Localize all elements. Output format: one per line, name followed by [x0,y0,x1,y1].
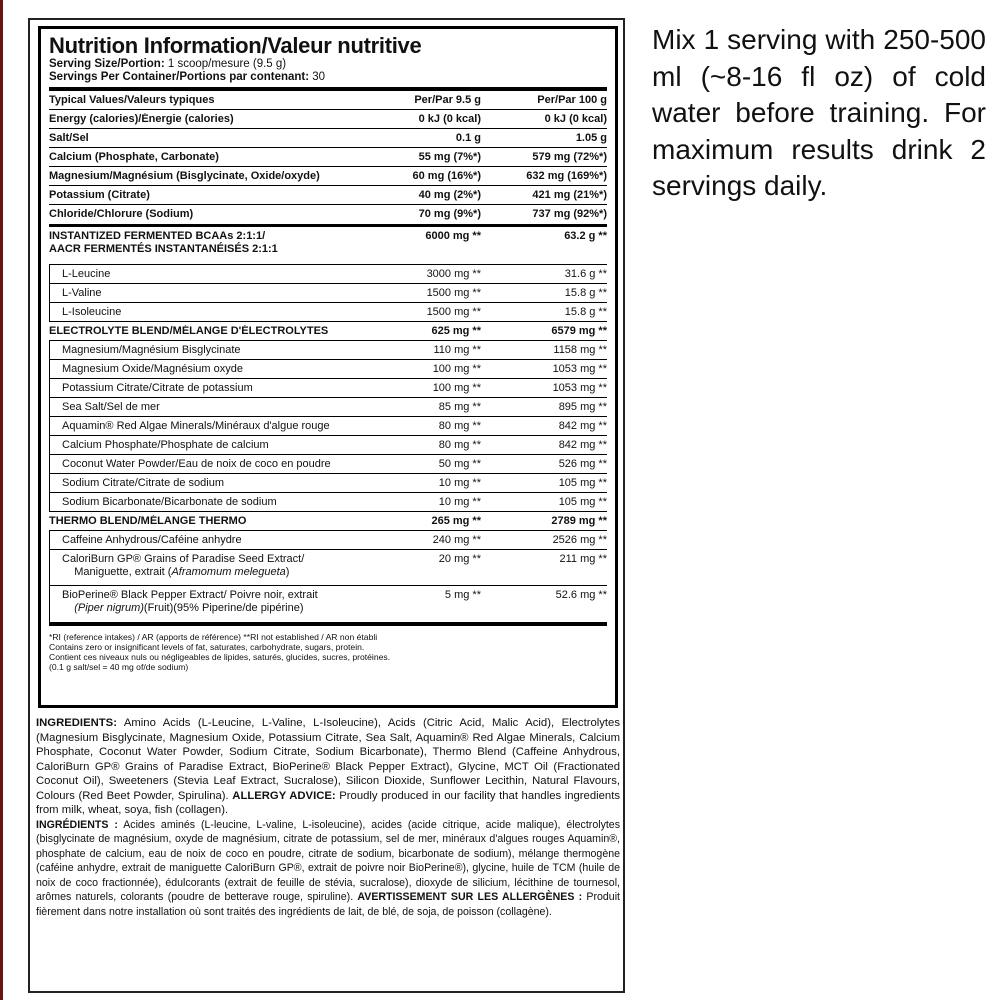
header-col2: Per/Par 100 g [537,94,607,106]
row-v2: 526 mg ** [558,458,607,470]
row-v2: 1158 mg ** [553,344,607,356]
row-v2: 0 kJ (0 kcal) [544,113,607,125]
allergy-fr-label: AVERTISSEMENT SUR LES ALLERGÈNES : [357,891,583,903]
row-v1: 60 mg (16%*) [412,170,481,182]
electrolyte-name: ELECTROLYTE BLEND/MÉLANGE D'ÉLECTROLYTES [49,325,329,337]
row-v1: 1500 mg ** [426,287,481,299]
row-name: Sodium Citrate/Citrate de sodium [62,477,225,489]
row-name: Potassium (Citrate) [49,189,150,201]
directions-text: Mix 1 serving with 250-500 ml (~8-16 fl oz) of cold water before training. For maximum results drink 2 servings daily. [652,24,986,201]
row-name: Caffeine Anhydrous/Caféine anhydre [62,534,242,546]
row-v2: 105 mg ** [558,496,607,508]
row-v2: 52.6 mg ** [555,589,607,601]
row-name: Calcium Phosphate/Phosphate de calcium [62,439,269,451]
row-v1: 80 mg ** [438,439,481,451]
row-v1: 85 mg ** [438,401,481,413]
serving-size [49,58,607,71]
row-v2: 1.05 g [575,132,607,144]
table-header [49,91,607,110]
row-v2: 632 mg (169%*) [526,170,607,182]
row-name: Salt/Sel [49,132,89,144]
table-row [49,148,607,167]
row-name: Calcium (Phosphate, Carbonate) [49,151,219,163]
row-name: L-Valine [62,287,102,299]
row-name: Magnesium/Magnésium (Bisglycinate, Oxide/oxyde) [49,170,320,182]
row-v2: 105 mg ** [558,477,607,489]
bcaa-row [49,227,607,265]
caloriburn-line1: CaloriBurn GP® Grains of Paradise Seed Extract/ [62,553,305,565]
left-edge-stripe [0,0,3,1000]
bcaa-v1: 6000 mg ** [425,230,481,242]
footnote: Contains zero or insignificant levels of fat, saturates, carbohydrate, sugars, protein. [49,642,365,652]
electrolyte-items [49,341,607,512]
row-name: Chloride/Chlorure (Sodium) [49,208,194,220]
row-v1: 40 mg (2%*) [418,189,481,201]
table-row [50,550,607,586]
table-row [49,186,607,205]
row-v1: 100 mg ** [432,363,481,375]
row-v2: 211 mg ** [559,553,607,565]
electrolyte-v1: 625 mg ** [431,325,481,337]
electrolyte-row [49,322,607,341]
servings-per-container [49,71,607,84]
basics-rows [49,110,607,224]
row-v2: 842 mg ** [558,420,607,432]
thermo-v2: 2789 mg ** [551,515,607,527]
caloriburn-end: ) [285,566,290,578]
bioperine-line2: (Fruit)(95% Piperine/de pipérine) [143,602,304,614]
thermo-v1: 265 mg ** [431,515,481,527]
row-v2: 737 mg (92%*) [532,208,607,220]
thermo-items [49,531,607,622]
row-v2: 1053 mg ** [552,363,607,375]
row-v1: 240 mg ** [432,534,481,546]
bcaa-items [49,265,607,322]
bcaa-name [49,230,371,256]
footnote: Contient ces niveaux nuls ou négligeables de lipides, saturés, glucides, sucres, protéines. [49,652,391,662]
ingredients-en-text: Amino Acids (L-Leucine, L-Valine, L-Isoleucine), Acids (Citric Acid, Malic Acid), Electrolytes (Magnesium Bisglycinate, Magnesium Oxide, Potassium Citrate, Sea Salt, Aquamin® Red Algae Minerals, Calcium Phosphate, Coconut Water Powder, Sodium Citrate, Sodium Bicarbonate), Thermo Blend (Caffeine Anhydrous, CaloriBurn GP® Grains of Paradise Extract, BioPerine® Black Pepper Extract), Glycine, MCT Oil (Fractionated Coconut Oil), Sweeteners (Stevia Leaf Extract, Sucralose), Silicon Dioxide, Sunflower Lecithin, Natural Flavours, Colours (Red Beet Powder, Spirulina). [36,717,620,802]
row-v2: 421 mg (21%*) [532,189,607,201]
table-row [49,167,607,186]
allergy-fr-text: Produit fièrement dans notre installation où sont traités des ingrédients de lait, de blé, de soja, de poisson (collagène). [36,891,620,918]
row-v2: 15.8 g ** [564,306,607,318]
row-name: Coconut Water Powder/Eau de noix de coco en poudre [62,458,331,470]
table-row [50,586,607,622]
row-v2: 31.6 g ** [564,268,607,280]
table-row [49,205,607,224]
footnotes [49,626,607,672]
caloriburn-line2: Maniguette, extrait ( [74,566,172,578]
serving-size-label: Serving Size/Portion: [49,58,165,70]
panel-title: Nutrition Information/Valeur nutritive [49,33,422,58]
ingredients-fr-label: INGRÉDIENTS : [36,818,118,831]
caloriburn-latin: Aframomum melegueta [171,566,286,578]
row-name: Potassium Citrate/Citrate de potassium [62,382,253,394]
servings-value: 30 [312,71,326,83]
electrolyte-v2: 6579 mg ** [551,325,607,337]
serving-size-value: 1 scoop/mesure (9.5 g) [167,58,287,70]
table-row [50,284,607,303]
row-v1: 100 mg ** [432,382,481,394]
row-name: Aquamin® Red Algae Minerals/Minéraux d'algue rouge [62,420,330,432]
row-name: Sea Salt/Sel de mer [62,401,160,413]
table-row [50,493,607,512]
row-v1: 0.1 g [455,132,481,144]
servings-label: Servings Per Container/Portions par contenant: [49,71,310,83]
bioperine-latin: (Piper nigrum) [74,602,144,614]
table-row [50,417,607,436]
row-v1: 110 mg ** [433,344,481,356]
table-row [50,303,607,322]
row-name: Magnesium Oxide/Magnésium oxyde [62,363,243,375]
header-name: Typical Values/Valeurs typiques [49,94,215,106]
row-v1: 10 mg ** [438,496,481,508]
row-v2: 15.8 g ** [564,287,607,299]
table-row [50,398,607,417]
ingredients-block [36,716,620,919]
row-name: L-Leucine [62,268,111,280]
ingredients-fr-text: Acides aminés (L-leucine, L-valine, L-isoleucine), acides (acide citrique, acide malique), électrolytes (bisglycinate de magnésium, oxyde de magnésium, citrate de potassium, sel de mer, minéraux d'algues rouges Aquamin®, phosphate de calcium, eau de noix de coco en poudre, citrate de sodium, bicarbonate de sodium), mélange thermogène (caféine anhydre, extrait de maniguette CaloriBurn GP®, extrait de poivre noir BioPerine®), glycine, huile de TCM (huile de noix de coco fractionnée), édulcorants (extrait de feuille de stévia, sucralose), dioxyde de silicium, lécithine de tournesol, arômes naturels, colorants (poudre de betterave rouge, spiruline). [36,818,620,903]
row-name [50,589,371,615]
row-v1: 50 mg ** [438,458,481,470]
nutrition-panel [38,26,618,708]
row-v1: 55 mg (7%*) [418,151,481,163]
row-v1: 3000 mg ** [426,268,481,280]
bcaa-name-line1: INSTANTIZED FERMENTED BCAAs 2:1:1/ [49,230,266,242]
footnote: *RI (reference intakes) / AR (apports de référence) **RI not established / AR non établi [49,632,378,642]
footnote: (0.1 g salt/sel = 40 mg of/de sodium) [49,662,189,672]
table-row [50,436,607,455]
ingredients-en-label: INGREDIENTS: [36,717,117,729]
row-v1: 10 mg ** [438,477,481,489]
row-v1: 20 mg ** [438,553,481,565]
bcaa-name-line2: AACR FERMENTÉS INSTANTANÉISÉS 2:1:1 [49,243,278,255]
row-v1: 70 mg (9%*) [418,208,481,220]
row-name: Magnesium/Magnésium Bisglycinate [62,344,241,356]
thermo-name: THERMO BLEND/MÉLANGE THERMO [49,515,247,527]
ingredients-fr [36,818,620,920]
row-v2: 579 mg (72%*) [532,151,607,163]
table-row [50,531,607,550]
row-v1: 80 mg ** [438,420,481,432]
table-row [50,455,607,474]
row-v1: 5 mg ** [444,589,481,601]
table-row [49,129,607,148]
row-v2: 895 mg ** [558,401,607,413]
header-col1: Per/Par 9.5 g [414,94,481,106]
table-row [49,110,607,129]
bcaa-v2: 63.2 g ** [564,230,607,242]
table-row [50,341,607,360]
row-v2: 1053 mg ** [552,382,607,394]
allergy-en-label: ALLERGY ADVICE: [232,789,336,802]
row-v2: 842 mg ** [558,439,607,451]
row-name: L-Isoleucine [62,306,122,318]
row-v1: 1500 mg ** [426,306,481,318]
row-name: Energy (calories)/Énergie (calories) [49,113,234,125]
row-v1: 0 kJ (0 kcal) [418,113,481,125]
row-name [50,553,371,579]
bioperine-line1: BioPerine® Black Pepper Extract/ Poivre noir, extrait [62,589,318,601]
allergy-en-text: Proudly produced in our facility that handles ingredients from milk, wheat, soya, fish (collagen). [36,789,620,816]
thermo-row [49,512,607,531]
row-name: Sodium Bicarbonate/Bicarbonate de sodium [62,496,277,508]
table-row [50,379,607,398]
row-v2: 2526 mg ** [552,534,607,546]
table-row [50,265,607,284]
table-row [50,474,607,493]
table-row [50,360,607,379]
ingredients-en [36,716,620,818]
